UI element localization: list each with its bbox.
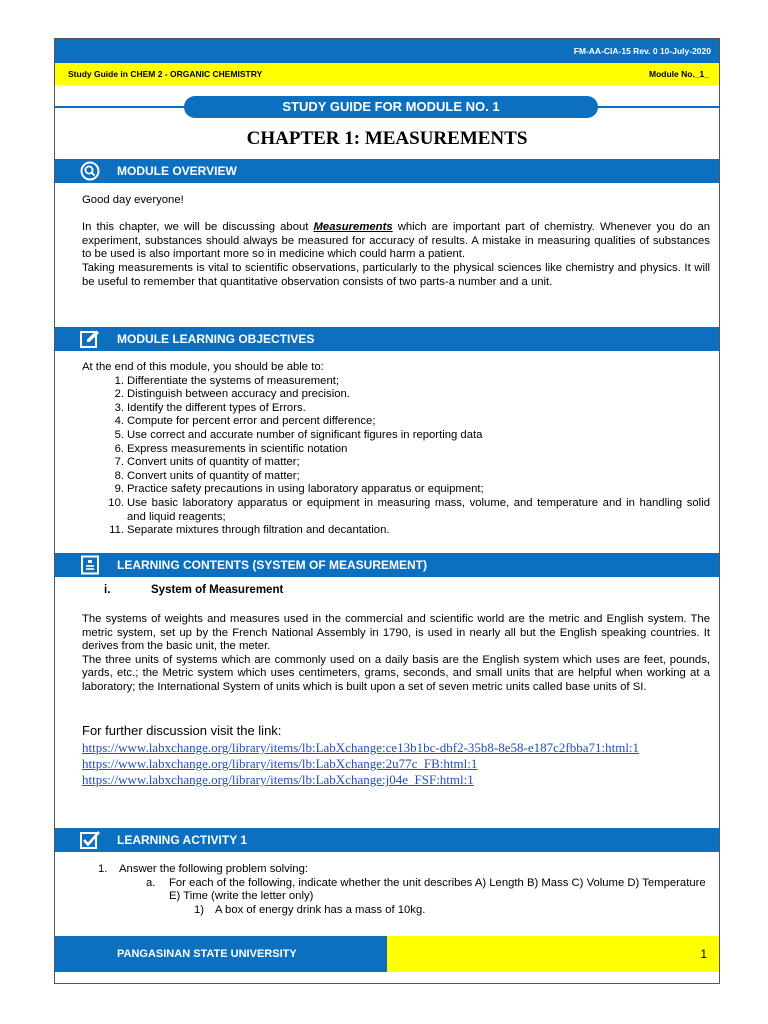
objective-item [102,456,710,470]
objectives-list [102,375,710,538]
activity-body [82,863,710,917]
section-learning-contents [55,553,719,577]
subsection-heading [104,584,283,596]
objective-number: 4. [114,415,124,428]
objective-text: Distinguish between accuracy and precision. [127,388,350,401]
reference-link-1[interactable]: https://www.labxchange.org/library/items/lb:LabXchange:ce13b1bc-dbf2-35b8-8e58-e187c2fbba71:html:1 [82,740,640,755]
contents-body [82,613,710,695]
objective-text: Use basic laboratory apparatus or equipment in measuring mass, volume, and temperature and in handling solid and liquid reagents; [127,496,710,523]
objective-number: 7. [114,456,124,469]
objective-item [102,375,710,389]
objective-number: 10. [108,496,124,509]
overview-paragraph-1: In this chapter, we will be discussing about Measurements which are important part of chemistry. Whenever you do an experiment, substances should always be measured for accuracy of results. A mistake in measuring qualities of substances to be used is also important more so in medicine which could harm a patient. [82,221,711,261]
course-band [55,63,719,85]
header-band [55,39,719,63]
greeting: Good day everyone! [82,194,184,206]
subsection-number: i. [104,584,111,596]
reference-links [82,740,682,788]
objective-number: 9. [114,483,124,496]
objectives-body [82,361,710,538]
objective-item [102,402,710,416]
objective-item [102,470,710,484]
objective-text: Identify the different types of Errors. [127,401,306,414]
objective-text: Express measurements in scientific notation [127,442,348,455]
objective-text: Practice safety precautions in using laboratory apparatus or equipment; [127,483,484,496]
reference-link-3[interactable]: https://www.labxchange.org/library/items/lb:LabXchange:j04e_FSF:html:1 [82,772,474,787]
checkbox-icon [79,830,101,850]
objective-item [102,524,710,538]
section-heading: LEARNING CONTENTS (SYSTEM OF MEASUREMENT) [117,558,428,572]
contents-paragraph-1: The systems of weights and measures used in the commercial and scientific world are the metric and English system. The metric system, set up by the French National Assembly in 1790, is used in nearly all but the English speaking countries. It derives from the basic unit, the meter. [82,613,710,653]
objective-item [102,415,710,429]
form-code: FM-AA-CIA-15 Rev. 0 10-July-2020 [573,46,711,56]
contents-paragraph-2: The three units of systems which are commonly used on a daily basis are the English system which uses are feet, pounds, yards, etc.; the Metric system which uses centimeters, grams, seconds, and small units that are helpful when working at a laboratory; the International System of units which is built upon a set of seven metric units called base units of SI. [82,653,710,693]
objective-number: 6. [114,442,124,455]
document-icon [79,555,101,575]
objective-number: 3. [114,401,124,414]
further-discussion-label: For further discussion visit the link: [82,723,282,738]
question-subsubitem: 1) A box of energy drink has a mass of 10kg. [194,903,426,916]
footer-university-band [55,936,387,972]
edit-icon [79,329,101,349]
university-name: PANGASINAN STATE UNIVERSITY [117,948,297,960]
objective-number: 2. [114,388,124,401]
objective-number: 8. [114,469,124,482]
section-learning-activity [55,828,719,852]
subsection-title: System of Measurement [151,584,284,596]
objective-text: Differentiate the systems of measurement; [127,374,340,387]
objective-text: Compute for percent error and percent difference; [127,415,376,428]
module-number: Module No._1_ [649,69,709,79]
objective-item [102,483,710,497]
objective-text: Use correct and accurate number of significant figures in reporting data [127,428,483,441]
section-heading: MODULE OVERVIEW [117,164,237,178]
section-module-overview [55,159,719,183]
footer-page-band [387,936,719,972]
objective-item [102,443,710,457]
objective-text: Convert units of quantity of matter; [127,469,300,482]
objective-number: 1. [114,374,124,387]
chapter-title: CHAPTER 1: MEASUREMENTS [246,128,528,149]
objective-number: 11. [109,524,124,537]
study-guide-title: STUDY GUIDE FOR MODULE NO. 1 [184,96,598,118]
objective-item [102,388,710,402]
emphasis-measurements: Measurements [313,221,393,234]
study-guide-label: Study Guide in CHEM 2 - ORGANIC CHEMISTRY [68,69,263,79]
question-item: 1. Answer the following problem solving: [98,863,309,875]
section-learning-objectives [55,327,719,351]
section-heading: LEARNING ACTIVITY 1 [117,833,248,847]
overview-body [82,194,710,289]
objective-number: 5. [114,428,124,441]
objectives-intro: At the end of this module, you should be able to: [82,361,324,373]
page-number: 1 [700,947,707,961]
question-subitem: a. For each of the following, indicate whether the unit describes A) Length B) Mass C) Volume D) Temperature E) Time (write the letter only) [146,876,706,903]
overview-paragraph-2: Taking measurements is vital to scientific observations, particularly to the physical sciences like chemistry and physics. It will be useful to remember that quantitative observation consists of two parts-a number and a unit. [82,261,710,288]
objective-text: Convert units of quantity of matter; [127,456,300,469]
objective-item [102,497,710,524]
magnifier-icon [79,161,101,181]
reference-link-2[interactable]: https://www.labxchange.org/library/items/lb:LabXchange:2u77c_FB:html:1 [82,756,478,771]
objective-item [102,429,710,443]
section-heading: MODULE LEARNING OBJECTIVES [117,332,315,346]
objective-text: Separate mixtures through filtration and decantation. [127,524,390,537]
